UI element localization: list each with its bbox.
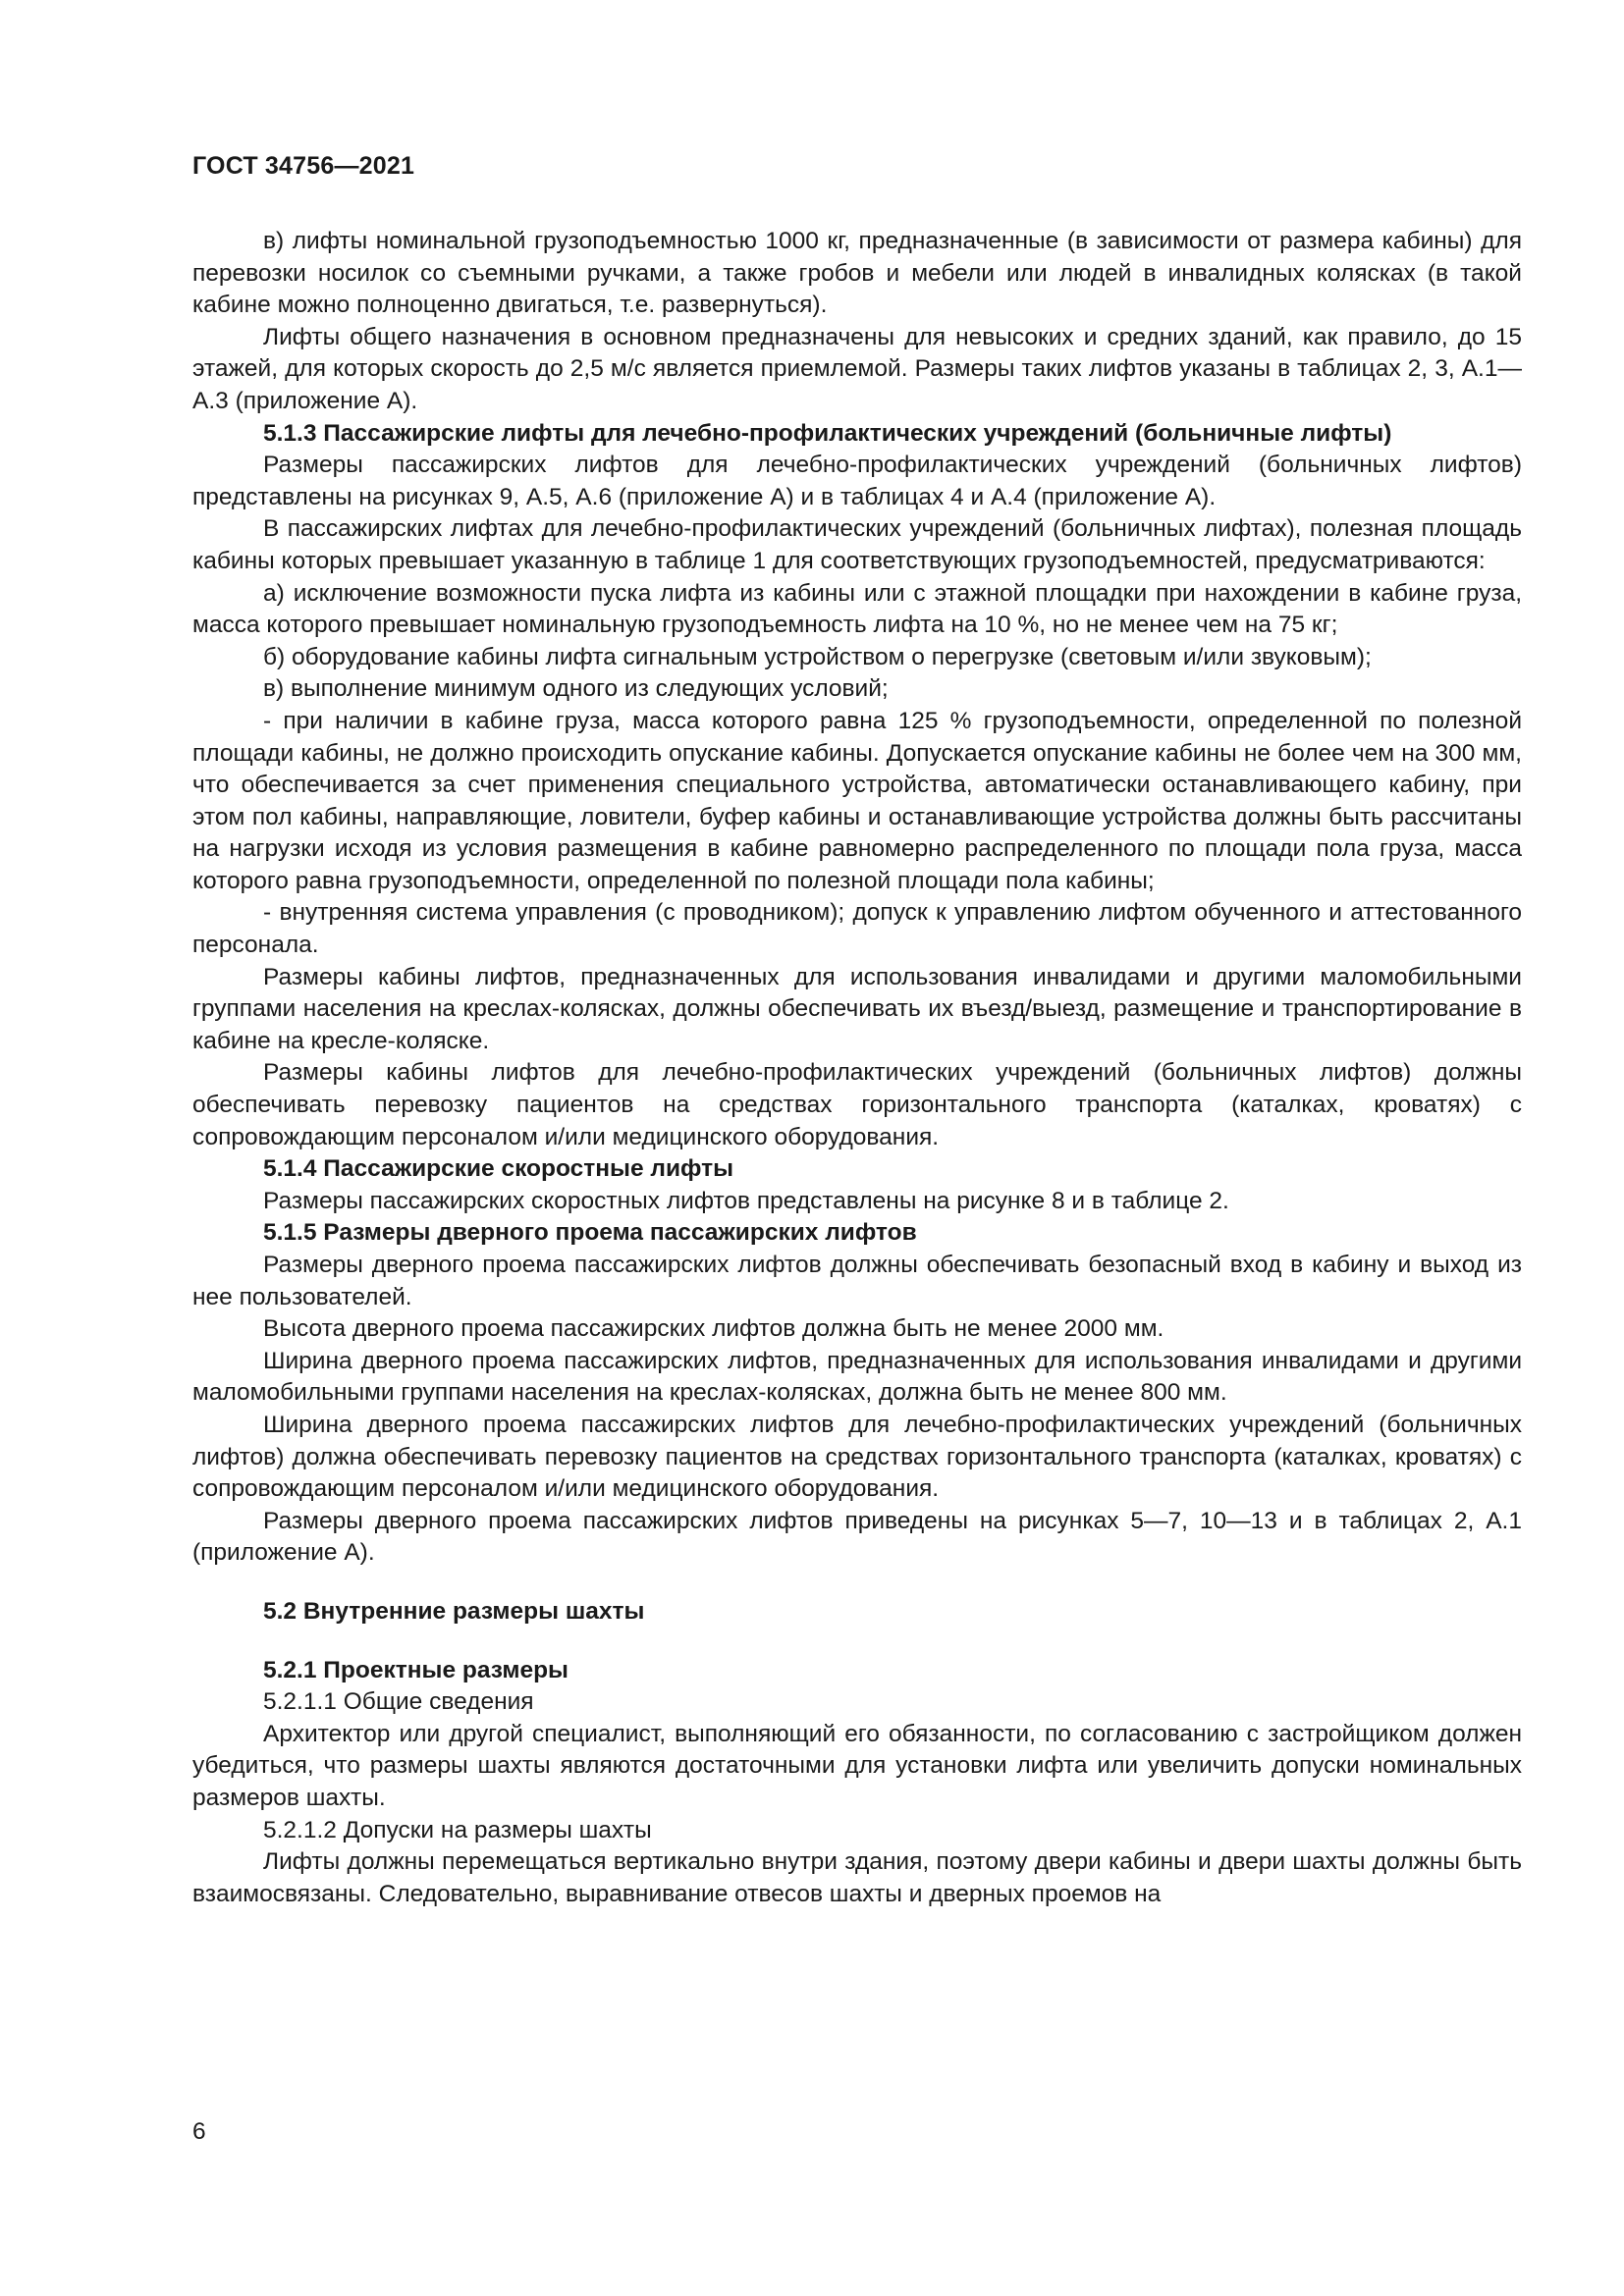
document-header: ГОСТ 34756—2021	[192, 152, 415, 180]
paragraph: В пассажирских лифтах для лечебно-профилактических учреждений (больничных лифтах), полезная площадь кабины которых превышает указанную в таблице 1 для соответствующих грузоподъемностей, предусматриваются:	[192, 515, 1522, 574]
paragraph: Лифты должны перемещаться вертикально внутри здания, поэтому двери кабины и двери шахты должны быть взаимосвязаны. Следовательно, выравнивание отвесов шахты и дверных проемов на	[192, 1848, 1522, 1907]
subsection-heading-5-2-1-1: 5.2.1.1 Общие сведения	[263, 1688, 534, 1716]
paragraph: Высота дверного проема пассажирских лифтов должна быть не менее 2000 мм.	[263, 1315, 1164, 1343]
paragraph: Размеры кабины лифтов, предназначенных для использования инвалидами и другими маломобильными группами населения на креслах-колясках, должны обеспечивать их въезд/выезд, размещение и транспортирование в кабине на кресле-коляске.	[192, 963, 1522, 1054]
paragraph: Архитектор или другой специалист, выполняющий его обязанности, по согласованию с застройщиком должен убедиться, что размеры шахты являются достаточными для установки лифта или увеличить допуски номинальных размеров шахты.	[192, 1720, 1522, 1811]
section-heading-5-1-4: 5.1.4 Пассажирские скоростные лифты	[263, 1155, 734, 1183]
document-body	[192, 226, 1522, 1910]
paragraph: Размеры пассажирских скоростных лифтов представлены на рисунке 8 и в таблице 2.	[263, 1187, 1229, 1214]
section-heading-5-2: 5.2 Внутренние размеры шахты	[263, 1597, 645, 1625]
paragraph: Лифты общего назначения в основном предназначены для невысоких и средних зданий, как правило, до 15 этажей, для которых скорость до 2,5 м/с является приемлемой. Размеры таких лифтов указаны в таблицах 2, 3, А.1—А.3 (приложение А).	[192, 323, 1522, 414]
paragraph: Ширина дверного проема пассажирских лифтов для лечебно-профилактических учреждений (больничных лифтов) должна обеспечивать перевозку пациентов на средствах горизонтального транспорта (каталках, кроватях) с сопровождающим персоналом и/или медицинского оборудования.	[192, 1411, 1522, 1503]
paragraph: в) лифты номинальной грузоподъемностью 1000 кг, предназначенные (в зависимости от размера кабины) для перевозки носилок со съемными ручками, а также гробов и мебели или людей в инвалидных колясках (в такой кабине можно полноценно двигаться, т.е. развернуться).	[192, 228, 1522, 319]
list-item: в) выполнение минимум одного из следующих условий;	[263, 675, 889, 703]
list-item: - при наличии в кабине груза, масса которого равна 125 % грузоподъемности, определенной по полезной площади кабины, не должно происходить опускание кабины. Допускается опускание кабины не более чем на 300 мм, что обеспечивается за счет применения специального устройства, автоматически останавливающего кабину, при этом пол кабины, направляющие, ловители, буфер кабины и останавливающие устройства должны быть рассчитаны на нагрузки исходя из условия размещения в кабине равномерно распределенного по площади пола груза, масса которого равна грузоподъемности, определенной по полезной площади пола кабины;	[192, 707, 1522, 894]
section-heading-5-1-3: 5.1.3 Пассажирские лифты для лечебно-профилактических учреждений (больничные лифты)	[263, 419, 1392, 447]
section-heading-5-2-1: 5.2.1 Проектные размеры	[263, 1656, 568, 1683]
list-item: б) оборудование кабины лифта сигнальным устройством о перегрузке (световым и/или звуковым);	[263, 643, 1372, 670]
section-heading-5-1-5: 5.1.5 Размеры дверного проема пассажирских лифтов	[263, 1219, 917, 1247]
page-number: 6	[192, 2118, 206, 2145]
list-item: - внутренняя система управления (с проводником); допуск к управлению лифтом обученного и аттестованного персонала.	[192, 899, 1522, 959]
paragraph: Размеры дверного проема пассажирских лифтов должны обеспечивать безопасный вход в кабину и выход из нее пользователей.	[192, 1252, 1522, 1310]
paragraph: Размеры дверного проема пассажирских лифтов приведены на рисунках 5—7, 10—13 и в таблицах 2, А.1 (приложение А).	[192, 1507, 1522, 1567]
list-item: а) исключение возможности пуска лифта из кабины или с этажной площадки при нахождении в кабине груза, масса которого превышает номинальную грузоподъемность лифта на 10 %, но не менее чем на 75 кг;	[192, 579, 1522, 639]
paragraph: Размеры пассажирских лифтов для лечебно-профилактических учреждений (больничных лифтов) представлены на рисунках 9, А.5, А.6 (приложение А) и в таблицах 4 и А.4 (приложение А).	[192, 452, 1522, 510]
paragraph: Размеры кабины лифтов для лечебно-профилактических учреждений (больничных лифтов) должны обеспечивать перевозку пациентов на средствах горизонтального транспорта (каталках, кроватях) с сопровождающим персоналом и/или медицинского оборудования.	[192, 1059, 1522, 1150]
subsection-heading-5-2-1-2: 5.2.1.2 Допуски на размеры шахты	[263, 1816, 652, 1843]
paragraph: Ширина дверного проема пассажирских лифтов, предназначенных для использования инвалидами и другими маломобильными группами населения на креслах-колясках, должна быть не менее 800 мм.	[192, 1347, 1522, 1407]
